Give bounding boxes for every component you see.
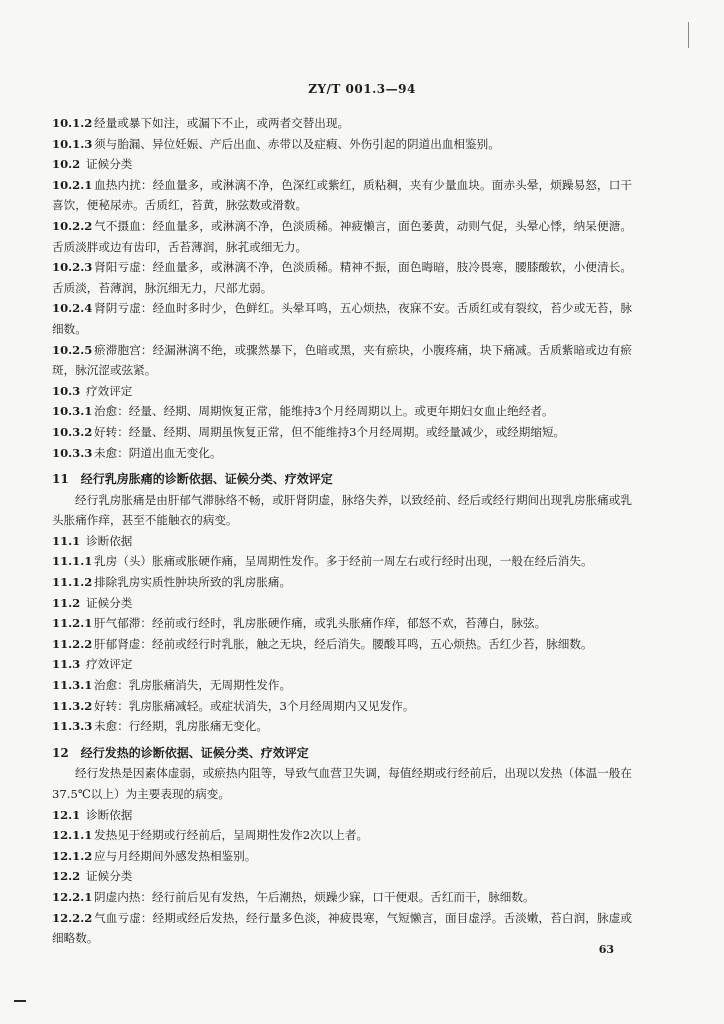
clause-12-1: 12.1 诊断依据 [52,807,133,822]
page-content [52,113,632,949]
clause-12-1-2: 12.1.2 应与月经期间外感发热相鉴别。 [52,848,257,863]
clause-11-3: 11.3 疗效评定 [52,657,133,672]
clause-11-3-2: 11.3.2 好转：乳房胀痛减轻。或症状消失，3个月经周期内又见发作。 [52,698,415,713]
clause-11-3-1: 11.3.1 治愈：乳房胀痛消失，无周期性发作。 [52,678,292,693]
section-11-intro: 经行乳房胀痛是由肝郁气滞脉络不畅，或肝肾阴虚，脉络失养，以致经前、经后或经行期间出现乳房胀痛或乳头胀痛作痒，甚至不能触衣的病变。 [52,492,632,528]
clause-12-2-1: 12.2.1 阴虚内热：经行前后见有发热，午后潮热，烦躁少寐，口干便艰。舌红而干，脉细数。 [52,889,535,904]
clause-12-2-2: 12.2.2 气血亏虚：经期或经后发热，经行量多色淡，神疲畏寒，气短懒言，面目虚浮。舌淡嫩，苔白润，脉虚或细略数。 [52,910,632,946]
clause-10-2-4: 10.2.4 肾阴亏虚：经血时多时少，色鲜红。头晕耳鸣，五心烦热，夜寐不安。舌质红或有裂纹，苔少或无苔，脉细数。 [52,301,632,336]
section-12-intro: 经行发热是因素体虚弱，或瘀热内阻等，导致气血营卫失调，每值经期或行经前后，出现以发热（体温一般在37.5℃以上）为主要表现的病变。 [52,766,632,801]
clause-10-2-5: 10.2.5 瘀滞胞宫：经漏淋漓不绝，或骤然暴下，色暗或黑，夹有瘀块，小腹疼痛，块下痛减。舌质紫暗或边有瘀斑，脉沉涩或弦紧。 [52,342,632,378]
clause-10-3: 10.3 疗效评定 [52,383,133,398]
clause-12-2: 12.2 证候分类 [52,869,133,884]
clause-11-3-3: 11.3.3 未愈：行经期，乳房胀痛无变化。 [52,719,268,734]
clause-10-3-2: 10.3.2 好转：经量、经期、周期虽恢复正常，但不能维持3个月经周期。或经量减少，或经期缩短。 [52,424,566,439]
section-12-title: 12 经行发热的诊断依据、证候分类、疗效评定 [52,745,309,760]
scan-mark [688,22,689,48]
page-number: 63 [598,943,614,956]
clause-12-1-1: 12.1.1 发热见于经期或行经前后，呈周期性发作2次以上者。 [52,828,369,843]
clause-11-1-2: 11.1.2 排除乳房实质性肿块所致的乳房胀痛。 [52,575,292,590]
clause-11-1-1: 11.1.1 乳房（头）胀痛或胀硬作痛，呈周期性发作。多于经前一周左右或行经时出现，一般在经后消失。 [52,554,593,569]
scan-mark [14,1000,26,1002]
clause-10-1-2: 10.1.2 经量或暴下如注，或漏下不止，或两者交替出现。 [52,116,350,130]
clause-10-2-2: 10.2.2 气不摄血：经血量多，或淋漓不净，色淡质稀。神疲懒言，面色萎黄，动则气促，头晕心悸，纳呆便溏。舌质淡胖或边有齿印，舌苔薄润，脉芤或细无力。 [52,218,632,254]
clause-10-1-3: 10.1.3 须与胎漏、异位妊娠、产后出血、赤带以及症瘕、外伤引起的阴道出血相鉴别。 [52,136,500,151]
page-header: ZY/T 001.3—94 [308,82,416,96]
clause-10-3-3: 10.3.3 未愈：阴道出血无变化。 [52,445,222,460]
clause-11-1: 11.1 诊断依据 [52,533,133,548]
section-11-title: 11 经行乳房胀痛的诊断依据、证候分类、疗效评定 [52,472,333,487]
clause-10-2: 10.2 证候分类 [52,157,133,172]
clause-10-3-1: 10.3.1 治愈：经量、经期、周期恢复正常，能维持3个月经周期以上。或更年期妇女血止绝经者。 [52,404,554,419]
clause-11-2-2: 11.2.2 肝郁肾虚：经前或经行时乳胀，触之无块，经后消失。腰酸耳鸣，五心烦热。舌红少苔，脉细数。 [52,636,593,651]
clause-10-2-1: 10.2.1 血热内扰：经血量多，或淋漓不净，色深红或紫红，质粘稠，夹有少量血块。面赤头晕，烦躁易怒，口干喜饮，便秘尿赤。舌质红，苔黄，脉弦数或滑数。 [52,177,632,213]
clause-11-2-1: 11.2.1 肝气郁滞：经前或行经时，乳房胀硬作痛，或乳头胀痛作痒，郁怒不欢，苔薄白，脉弦。 [52,616,547,631]
clause-11-2: 11.2 证候分类 [52,595,133,610]
clause-10-2-3: 10.2.3 肾阳亏虚：经血量多，或淋漓不净，色淡质稀。精神不振，面色晦暗，肢冷畏寒，腰膝酸软，小便清长。舌质淡，苔薄润，脉沉细无力，尺部尤弱。 [52,260,632,295]
